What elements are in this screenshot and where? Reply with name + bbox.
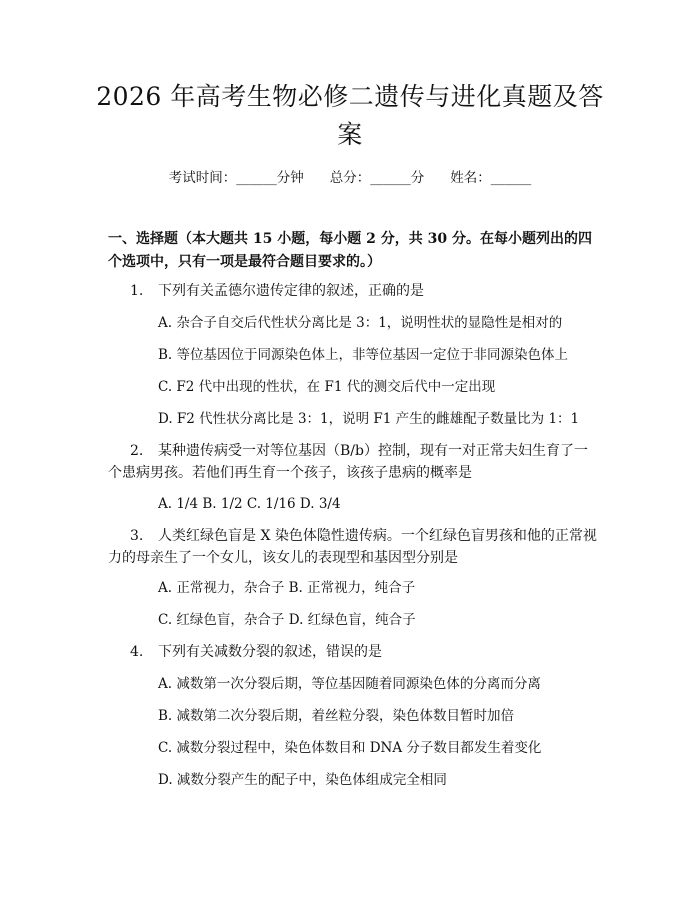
question-stem (108, 440, 598, 484)
question-text: 下列有关孟德尔遗传定律的叙述，正确的是 (158, 283, 424, 299)
option-item: C. F2 代中出现的性状，在 F1 代的测交后代中一定出现 (158, 379, 496, 395)
question-number: 1. (130, 283, 144, 299)
question-stem (108, 641, 598, 663)
option-item: A. 正常视力，杂合子 B. 正常视力，纯合子 (158, 580, 416, 596)
section-heading: 一、选择题（本大题共 15 小题，每小题 2 分，共 30 分。在每小题列出的四个选项中，只有一项是最符合题目要求的。） (108, 231, 592, 270)
time-label: 考试时间： (168, 170, 237, 186)
score-label: 总分： (329, 170, 371, 186)
option-item: B. 等位基因位于同源染色体上，非等位基因一定位于非同源染色体上 (158, 347, 569, 363)
question-number: 3. (130, 528, 144, 544)
exam-info-line (0, 168, 700, 188)
question-text: 人类红绿色盲是 X 染色体隐性遗传病。一个红绿色盲男孩和他的正常视力的母亲生了一个女儿，该女儿的表现型和基因型分别是 (108, 528, 597, 566)
name-label: 姓名： (450, 170, 491, 186)
question-text: 下列有关减数分裂的叙述，错误的是 (158, 644, 382, 660)
option-item: C. 减数分裂过程中，染色体数目和 DNA 分子数目都发生着变化 (158, 740, 542, 756)
time-blank: ______ (236, 170, 277, 186)
option-item: A. 杂合子自交后代性状分离比是 3：1，说明性状的显隐性是相对的 (158, 315, 563, 331)
question-stem (108, 525, 598, 569)
option-item: A. 减数第一次分裂后期，等位基因随着同源染色体的分离而分离 (158, 676, 541, 692)
score-unit: 分 (410, 170, 425, 186)
option-item: D. F2 代性状分离比是 3：1，说明 F1 产生的雌雄配子数量比为 1：1 (158, 411, 580, 427)
question-number: 4. (130, 644, 144, 660)
question-text: 某种遗传病受一对等位基因（B/b）控制，现有一对正常夫妇生育了一个患病男孩。若他们再生育一个孩子，该孩子患病的概率是 (108, 443, 588, 481)
option-item: A. 1/4 B. 1/2 C. 1/16 D. 3/4 (158, 496, 341, 512)
option-item: B. 减数第二次分裂后期，着丝粒分裂，染色体数目暂时加倍 (158, 708, 515, 724)
option-item: C. 红绿色盲，杂合子 D. 红绿色盲，纯合子 (158, 612, 416, 628)
exam-title: 2026 年高考生物必修二遗传与进化真题及答案 (96, 82, 604, 149)
score-blank: ______ (370, 170, 411, 186)
name-blank: ______ (490, 170, 532, 186)
question-stem (108, 280, 598, 302)
time-unit: 分钟 (276, 170, 304, 186)
option-item: D. 减数分裂产生的配子中，染色体组成完全相同 (158, 772, 447, 788)
question-number: 2. (130, 443, 144, 459)
